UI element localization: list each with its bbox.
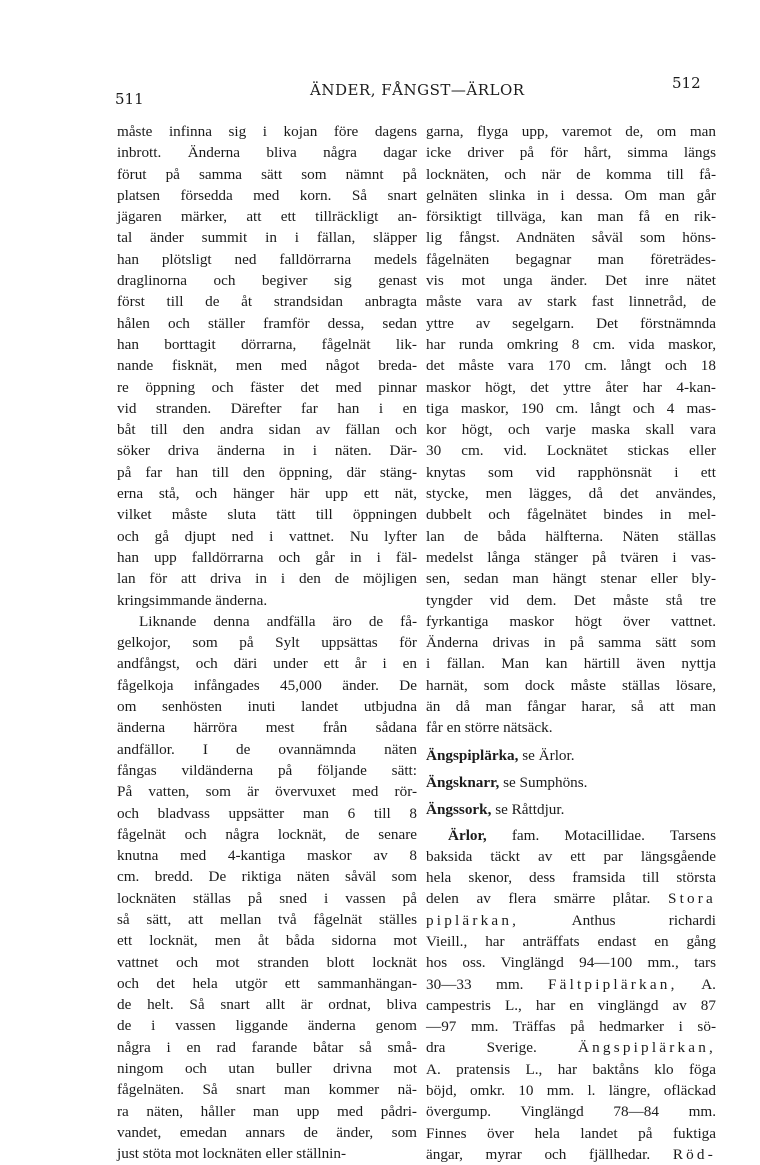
entry-text: A.	[678, 976, 716, 993]
text-line: andfällor. I de ovannämnda näten	[117, 739, 417, 760]
text-line: söker driva änderna in i näten. Där-	[117, 440, 417, 461]
text-line: han plötsligt ned falldörrarna medels	[117, 249, 417, 270]
entry-headword: Ärlor,	[448, 827, 487, 844]
text-line: draglinorna och begiver sig genast	[117, 270, 417, 291]
text-line: kor högt, och varje maska skall vara	[426, 419, 716, 440]
text-line: båt till den andra sidan av fällan och	[117, 419, 417, 440]
entry-text: delen av flera smärre plåtar.	[426, 890, 668, 907]
text-line: Änderna drivas in på samma sätt som	[426, 632, 716, 653]
text-line: han borttagit dörrarna, fågelnät lik-	[117, 334, 417, 355]
entry-angsknarr	[426, 772, 716, 793]
entry-line	[426, 1144, 716, 1165]
entry-line: A. pratensis L., har baktåns klo föga	[426, 1059, 716, 1080]
text-line: stycke, men lägges, då det användes,	[426, 483, 716, 504]
text-line: icke driver på för hårt, simma längs	[426, 142, 716, 163]
text-line: sen, sedan man hängt stenar eller bly-	[426, 568, 716, 589]
text-line: gelkojor, som på Sylt uppsättas för	[117, 632, 417, 653]
text-line: knytas som vid rapphönsnät i ett	[426, 462, 716, 483]
text-line: fyrkantiga maskor högt över vattnet.	[426, 611, 716, 632]
text-line: tyngder vid dem. Det måste stå tre	[426, 590, 716, 611]
text-line: änderna härröra mest från sådana	[117, 717, 417, 738]
text-line: lan de båda hälfterna. Näten ställas	[426, 526, 716, 547]
entry-line: campestris L., har en vinglängd av 87	[426, 995, 716, 1016]
text-line: 30 cm. vid. Locknätet stickas eller	[426, 440, 716, 461]
text-line: några i en rad farande båtar så små-	[117, 1037, 417, 1058]
text-line: vilket måste sluta tätt till öppningen	[117, 504, 417, 525]
text-line: i fällan. Man kan härtill även nyttja	[426, 653, 716, 674]
entry-angssork	[426, 799, 716, 820]
entry-text: ängar, myrar och fjällhedar.	[426, 1146, 673, 1163]
entry-angspiplarka	[426, 745, 716, 766]
spaced-species-name: Ängspiplärkan,	[578, 1039, 716, 1056]
text-line: tiga maskor, 190 cm. långt och 4 mas-	[426, 398, 716, 419]
text-line: cm. bredd. De riktiga näten såväl som	[117, 866, 417, 887]
entry-text: fam. Motacillidae. Tarsens	[487, 827, 716, 844]
spaced-species-name: piplärkan,	[426, 912, 519, 929]
entry-line: hela skenor, dess framsida till största	[426, 867, 716, 888]
text-line: platsen försedda med korn. Så snart	[117, 185, 417, 206]
page-number-left: 511	[115, 90, 144, 108]
text-line: yttre av segelgarn. Det förstnämnda	[426, 313, 716, 334]
text-line: fågelnäten. Så snart man kommer nä-	[117, 1079, 417, 1100]
text-line: nande fisknät, men med något breda-	[117, 355, 417, 376]
text-line: och det hela utgör ett sammanhängan-	[117, 973, 417, 994]
text-line: fågelnät och några locknät, de senare	[117, 824, 417, 845]
text-line: så sätt, att mellan två fågelnät ställes	[117, 909, 417, 930]
left-column	[117, 121, 417, 1165]
spaced-species-name: Röd-	[673, 1146, 716, 1163]
text-line: ra näten, håller man upp med pådri-	[117, 1101, 417, 1122]
text-line: vis mot unga änder. Det inre nätet	[426, 270, 716, 291]
text-line: vid stranden. Därefter far han i en	[117, 398, 417, 419]
text-line: måste vara av stark fast linnetråd, de	[426, 291, 716, 312]
page-number-right: 512	[672, 74, 701, 92]
text-line: På vatten, som är övervuxet med rör-	[117, 781, 417, 802]
text-line: garna, flyga upp, varemot de, om man	[426, 121, 716, 142]
entry-line: baksida täckt av ett par längsgående	[426, 846, 716, 867]
text-line: han upp falldörrarna och går in i fäl-	[117, 547, 417, 568]
text-line: maskor högt, det yttre åter har 4-kan-	[426, 377, 716, 398]
entry-line: hos oss. Vinglängd 94—100 mm., tars	[426, 952, 716, 973]
text-line: inbrott. Änderna bliva några dagar	[117, 142, 417, 163]
text-line: har runda omkring 8 cm. vida maskor,	[426, 334, 716, 355]
text-line: och gå djupt ned i vattnet. Nu lyfter	[117, 526, 417, 547]
entry-line: Finnes över hela landet på fuktiga	[426, 1123, 716, 1144]
text-line: medelst långa stänger på tvären i vas-	[426, 547, 716, 568]
text-line: vandet, emedan annars de änder, som	[117, 1122, 417, 1143]
text-line: fågelnäten begagnar man företrädes-	[426, 249, 716, 270]
text-line: locknäten ställas på sned i vassen på	[117, 888, 417, 909]
text-line: kringsimmande änderna.	[117, 590, 417, 611]
right-column	[426, 121, 716, 1165]
text-line: det måste vara 170 cm. långt och 18	[426, 355, 716, 376]
text-line: Liknande denna andfälla äro de få-	[117, 611, 417, 632]
text-line: just stöta mot locknäten eller ställnin-	[117, 1143, 417, 1164]
entry-line: böjd, omkr. 10 mm. l. längre, ofläckad	[426, 1080, 716, 1101]
text-line: de i vassen liggande änderna genom	[117, 1015, 417, 1036]
text-line: harnät, som dock måste ställas lösare,	[426, 675, 716, 696]
entry-line: övergump. Vinglängd 78—84 mm.	[426, 1101, 716, 1122]
entry-line	[426, 910, 716, 931]
running-head: ÄNDER, FÅNGST—ÄRLOR	[310, 81, 525, 99]
entry-text: Anthus richardi	[519, 912, 716, 929]
text-line: ett locknät, men åt båda sidorna mot	[117, 930, 417, 951]
spaced-species-name: Stora	[668, 890, 716, 907]
text-line: förut på samma sätt som nämnt på	[117, 164, 417, 185]
text-line: locknäten, och när de komma till få-	[426, 164, 716, 185]
text-line: på far han till den öppning, där stäng-	[117, 462, 417, 483]
text-line: jägaren märker, att ett tillräckligt an-	[117, 206, 417, 227]
text-line: vattnet och mot stranden blott locknät	[117, 952, 417, 973]
text-line: först till de åt strandsidan anbragta	[117, 291, 417, 312]
text-line: dubbelt och fågelnätet bindes in mel-	[426, 504, 716, 525]
text-line: fångas vildänderna på följande sätt:	[117, 760, 417, 781]
text-line: fågelkoja infångades 45,000 änder. De	[117, 675, 417, 696]
text-line: knutna med 4-kantiga maskor av 8	[117, 845, 417, 866]
text-line: än då man fångar harar, så att man	[426, 696, 716, 717]
entry-headword: Ängsknarr,	[426, 774, 499, 791]
text-line: om senhösten inuti landet utbjudna	[117, 696, 417, 717]
text-line: tal änder summit in i fällan, släpper	[117, 227, 417, 248]
text-line: de helt. Så snart allt är ordnat, bliva	[117, 994, 417, 1015]
entry-line	[426, 825, 716, 846]
text-line: och bladvass uppsätter man 6 till 8	[117, 803, 417, 824]
entry-arlor	[426, 825, 716, 1165]
text-line: re öppning och fäster det med pinnar	[117, 377, 417, 398]
text-line: gelnäten slinka in i dessa. Om man går	[426, 185, 716, 206]
text-line: lig fångst. Andnäten såväl som höns-	[426, 227, 716, 248]
right-column-text	[426, 121, 716, 739]
entry-reference: se Sumphöns.	[499, 774, 587, 791]
entry-reference: se Ärlor.	[518, 747, 574, 764]
text-line: erna stå, och hänger här upp ett nät,	[117, 483, 417, 504]
text-line: ningom och utan buller drivna mot	[117, 1058, 417, 1079]
entry-headword: Ängspiplärka,	[426, 747, 518, 764]
entry-text: 30—33 mm.	[426, 976, 548, 993]
entry-line	[426, 974, 716, 995]
entry-line	[426, 888, 716, 909]
entry-line: Vieill., har anträffats endast en gång	[426, 931, 716, 952]
entry-text: dra Sverige.	[426, 1039, 578, 1056]
text-line: hålen och ställer framför dessa, sedan	[117, 313, 417, 334]
text-line: får en större nätsäck.	[426, 717, 716, 738]
text-line: lan för att driva in i den de möjligen	[117, 568, 417, 589]
entry-line: —97 mm. Träffas på hedmarker i sö-	[426, 1016, 716, 1037]
spaced-species-name: Fältpiplärkan,	[548, 976, 678, 993]
text-line: andfångst, och däri under ett år i en	[117, 653, 417, 674]
text-line: försiktigt tillväga, kan man få en rik-	[426, 206, 716, 227]
text-line: måste infinna sig i kojan före dagens	[117, 121, 417, 142]
entry-line	[426, 1037, 716, 1058]
entry-reference: se Råttdjur.	[491, 801, 564, 818]
entry-headword: Ängssork,	[426, 801, 491, 818]
